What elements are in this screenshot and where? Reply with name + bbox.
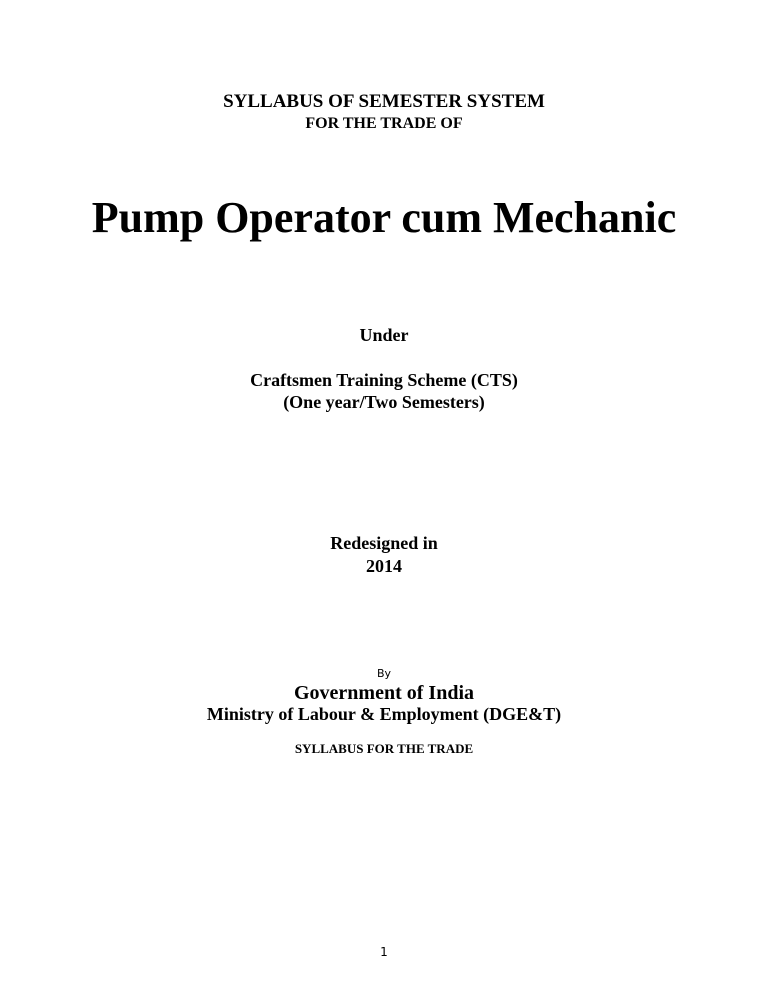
header-line-1: SYLLABUS OF SEMESTER SYSTEM xyxy=(223,91,545,112)
government-name: Government of India xyxy=(294,682,474,704)
redesigned-label: Redesigned in xyxy=(330,533,438,553)
header-line-2: FOR THE TRADE OF xyxy=(305,115,463,132)
scheme-name: Craftsmen Training Scheme (CTS) xyxy=(250,370,518,390)
by-label: By xyxy=(376,667,392,680)
ministry-name: Ministry of Labour & Employment (DGE&T) xyxy=(206,704,562,724)
trade-title: Pump Operator cum Mechanic xyxy=(91,193,677,242)
redesigned-year: 2014 xyxy=(366,556,402,576)
under-label: Under xyxy=(359,325,409,345)
syllabus-for-trade: SYLLABUS FOR THE TRADE xyxy=(294,741,474,756)
page-number: 1 xyxy=(380,945,388,959)
scheme-duration: (One year/Two Semesters) xyxy=(283,392,485,412)
